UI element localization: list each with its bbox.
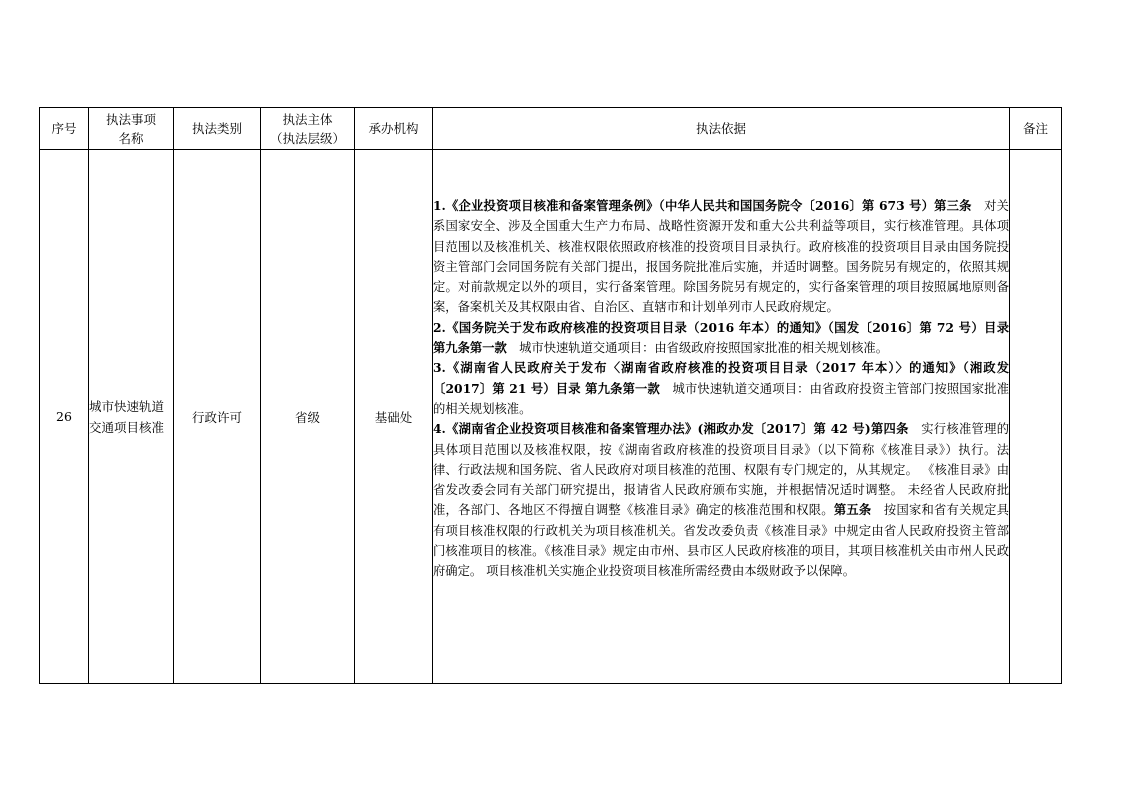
header-remark-label: 备注 (1022, 121, 1048, 136)
cell-seq: 26 (40, 150, 89, 684)
law-enforcement-table (39, 107, 1062, 684)
header-subject (261, 108, 355, 150)
header-seq (40, 108, 89, 150)
basis-p3-title: 3.《湖南省人民政府关于发布〈湖南省政府核准的投资项目目录（2017 年本）〉的通知》（湘政发〔2017〕第 21 号）目录 第九条第一款 (433, 360, 1009, 396)
basis-paragraph-4 (433, 419, 1009, 581)
basis-p2-title: 2.《国务院关于发布政府核准的投资项目目录（2016 年本）的通知》（国发〔2016〕第 72 号）目录 第九条第一款 (433, 319, 1009, 356)
table-header-row (40, 108, 1062, 150)
header-item-name (89, 108, 174, 150)
basis-p4-text: 实行核准管理的具体项目范围以及核准权限，按《湖南省政府核准的投资项目目录》（以下简称《核准目录》）执行。法律、行政法规和国务院、省人民政府对项目核准的范围、权限有专门规定的，从其规定。 《核准目录》由省发改委会同有关部门研究提出，报请省人民政府颁布实施，并根据情况适时调整。 未经省人民政府批准，各部门、各地区不得擅自调整《核准目录》确定的核准范围和权限。 (433, 422, 1009, 518)
basis-p1-title: 1.《企业投资项目核准和备案管理条例》（中华人民共和国国务院令〔2016〕第 673 号）第三条 (433, 198, 972, 213)
cell-level: 省级 (261, 150, 355, 684)
header-org (355, 108, 433, 150)
basis-p2-text: 城市快速轨道交通项目：由省级政府按照国家批准的相关规划核准。 (506, 341, 889, 356)
basis-p3-text: 城市快速轨道交通项目：由省政府投资主管部门按照国家批准的相关规划核准。 (433, 381, 1009, 416)
cell-item-name: 城市快速轨道交通项目核准 (89, 150, 174, 684)
header-category (174, 108, 261, 150)
table-row (40, 150, 1062, 684)
basis-p1-text: 对关系国家安全、涉及全国重大生产力布局、战略性资源开发和重大公共利益等项目，实行核准管理。具体项目范围以及核准机关、核准权限依照政府核准的投资项目目录执行。政府核准的投资项目目录由国务院投资主管部门会同国务院有关部门提出，报国务院批准后实施，并适时调整。国务院另有规定的，依照其规定。对前款规定以外的项目，实行备案管理。除国务院另有规定的，实行备案管理的项目按照属地原则备案，备案机关及其权限由省、自治区、直辖市和计划单列市人民政府规定。 (433, 199, 1009, 315)
basis-p4-title: 4.《湖南省企业投资项目核准和备案管理办法》(湘政办发〔2017〕第 42 号)第四条 (433, 421, 909, 437)
header-item-name-line2: 名称 (118, 130, 144, 146)
header-org-label: 承办机构 (368, 121, 419, 136)
header-item-name-line1: 执法事项 (105, 111, 156, 127)
header-basis-label: 执法依据 (695, 121, 746, 136)
cell-basis (433, 150, 1010, 684)
header-basis (433, 108, 1010, 150)
basis-paragraph-2 (433, 318, 1009, 359)
header-category-label: 执法类别 (191, 121, 242, 136)
basis-paragraph-3 (433, 358, 1009, 419)
basis-paragraph-1 (433, 196, 1009, 318)
header-subject-line2: （执法层级） (269, 130, 345, 146)
basis-p4-title-2: 第五条 (833, 502, 872, 518)
basis-text (433, 150, 1009, 582)
cell-org: 基础处 (355, 150, 433, 684)
basis-p4-text-2: 按国家和省有关规定具有项目核准权限的行政机关为项目核准机关。省发改委负责《核准目录》中规定由省人民政府投资主管部门核准项目的核准。《核准目录》规定由市州、县市区人民政府核准的项目，其项目核准机关由市州人民政府确定。 项目核准机关实施企业投资项目核准所需经费由本级财政予以保障。 (433, 503, 1009, 579)
cell-remark (1010, 150, 1062, 684)
header-remark (1010, 108, 1062, 150)
cell-category: 行政许可 (174, 150, 261, 684)
header-seq-label: 序号 (51, 121, 77, 136)
header-subject-line1: 执法主体 (282, 111, 333, 127)
